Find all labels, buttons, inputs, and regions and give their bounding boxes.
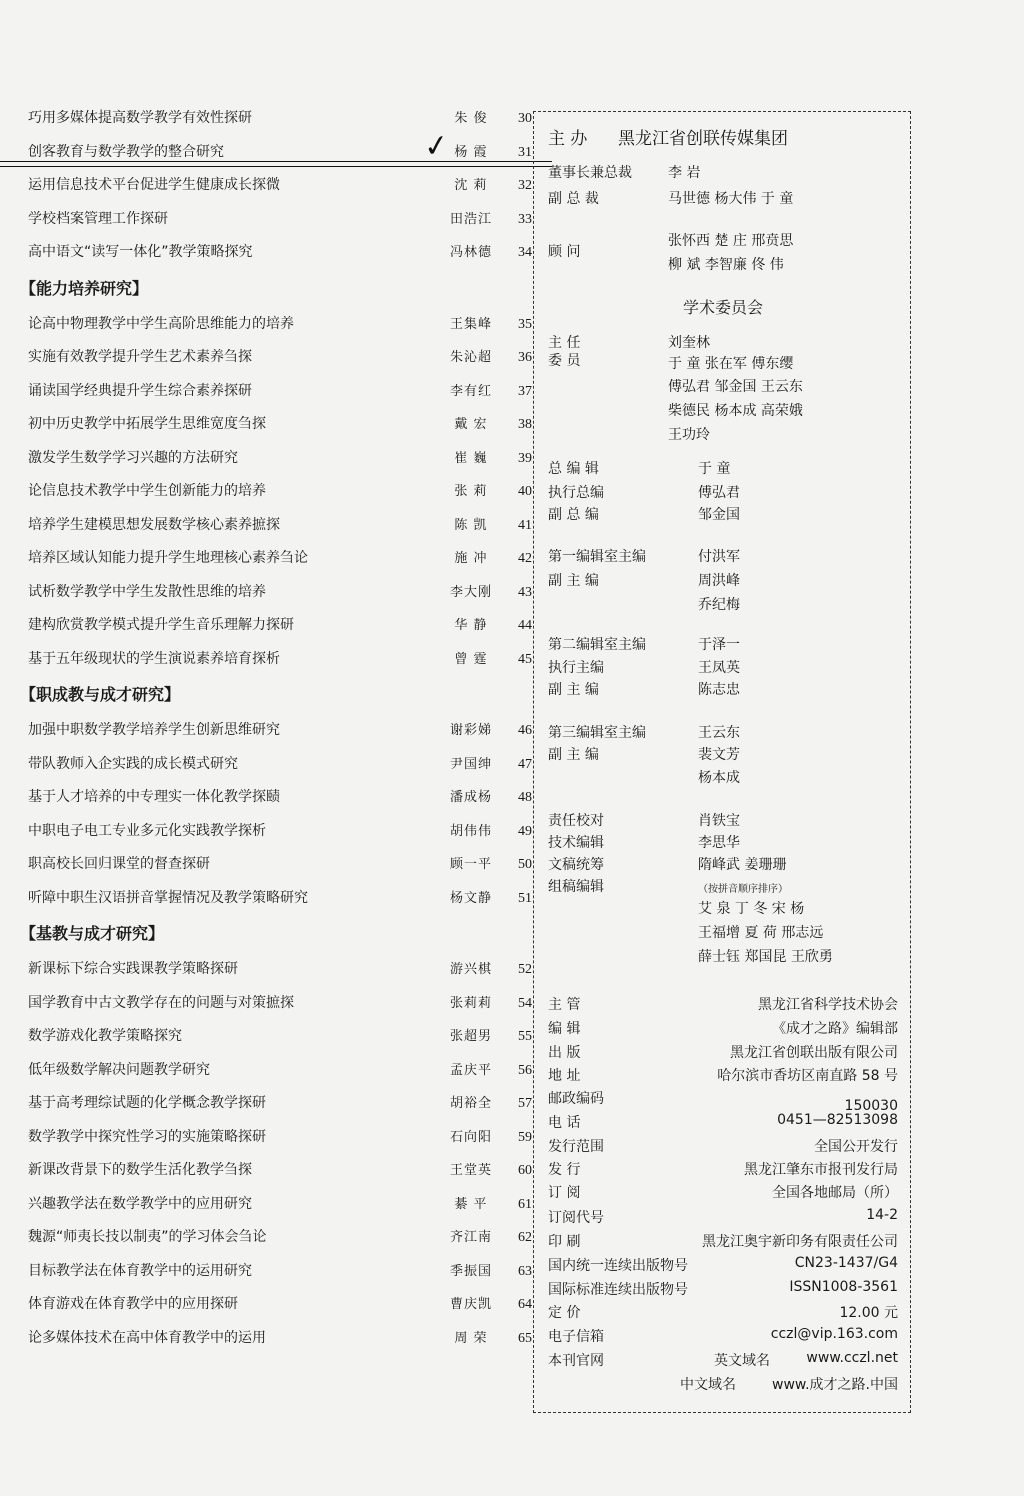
handwritten-check-mark: ✓ [421,127,452,166]
toc-entry-page: 30 [518,111,532,126]
proof-value: 肖铁宝 [698,813,740,829]
toc-entry [18,542,530,576]
toc-entry-title: 数学教学中探究性学习的实施策略探研 [28,1128,266,1145]
toc-entry-page: 36 [518,350,532,365]
toc-entry-page: 65 [518,1330,532,1346]
toc-entry-page: 42 [518,551,532,566]
toc-entry [18,1188,530,1222]
toc-entry-author: 尹国绅 [449,756,492,772]
solicit-line-3: 薛士钰 郑国昆 王欣勇 [698,949,833,965]
toc-entry-title: 加强中职数学教学培养学生创新思维研究 [28,722,280,738]
competent-label: 主 管 [548,997,581,1013]
cn-value: CN23-1437/G4 [794,1255,898,1271]
toc-entry-title: 培养区域认知能力提升学生地理核心素养刍论 [28,550,308,566]
toc-entry [18,1154,530,1188]
toc-entry-title: 基于五年级现状的学生演说素养培育探析 [28,650,280,667]
issn-value: ISSN1008-3561 [789,1279,898,1295]
section-heading-ability: 【能力培养研究】 [20,278,149,298]
toc-entry-author: 胡裕全 [449,1096,492,1111]
toc-entry-page: 37 [518,383,532,399]
room3-label: 第三编辑室主编 [548,725,646,741]
room3-deputy-2: 杨本成 [698,770,740,786]
toc-entry-page: 43 [518,584,532,600]
toc-entry-page: 55 [518,1029,532,1044]
toc-entry-page: 57 [518,1096,532,1111]
toc-group-3 [18,714,530,915]
room2-deputy-value: 陈志忠 [698,682,740,698]
toc-entry-author: 胡伟伟 [449,823,492,839]
toc-entry-author: 綦 平 [454,1196,488,1212]
toc-entry-author: 游兴棋 [449,962,492,977]
sponsor-value: 黑龙江省创联传媒集团 [618,129,788,149]
price-label: 定 价 [548,1305,581,1321]
address-label: 地 址 [548,1068,581,1084]
members-line-2: 傅弘君 邹金国 王云东 [668,379,803,395]
toc-group-4 [18,953,530,1355]
toc-entry [18,475,530,509]
printer-value: 黑龙江奥宇新印务有限责任公司 [702,1234,898,1250]
toc-entry-title: 论多媒体技术在高中体育教学中的运用 [28,1329,266,1346]
table-of-contents [18,102,530,1355]
toc-entry-page: 64 [518,1297,532,1312]
handwritten-underline [0,161,552,162]
chief-editor-value: 于 童 [698,461,731,477]
toc-entry-author: 李大刚 [449,584,492,600]
toc-entry-author: 朱沁超 [449,350,492,365]
toc-entry-title: 中职电子电工专业多元化实践教学探析 [28,822,266,839]
toc-entry-title: 国学教育中古文教学存在的问题与对策摭探 [28,994,294,1011]
coord-value: 隋峰武 姜珊珊 [698,857,787,873]
toc-entry-title: 高中语文“读写一体化”教学策略探究 [28,244,253,260]
toc-entry [18,408,530,442]
toc-entry-page: 56 [518,1062,532,1078]
toc-entry [18,781,530,815]
toc-entry-page: 34 [518,245,532,260]
toc-entry [18,236,530,270]
vp-value: 马世德 杨大伟 于 童 [668,191,794,207]
toc-entry-page: 48 [518,790,532,805]
toc-entry-title: 基于人才培养的中专理实一体化教学探赜 [28,789,280,805]
toc-entry-author: 张超男 [449,1029,492,1044]
advisor-label: 顾 问 [548,244,581,260]
chief-editor-label: 总 编 辑 [548,461,599,477]
toc-entry-author: 李有红 [449,383,492,399]
toc-entry-title: 初中历史教学中拓展学生思维宽度刍探 [28,416,266,432]
toc-entry [18,375,530,409]
toc-entry-title: 新课改背景下的数学生活化教学刍探 [28,1162,252,1178]
toc-entry [18,1322,530,1356]
toc-entry-title: 低年级数学解决问题教学研究 [28,1061,210,1078]
toc-entry [18,442,530,476]
deputy-chief-value: 邹金国 [698,507,740,523]
tech-value: 李思华 [698,835,740,851]
handwritten-underline-2 [0,166,552,167]
toc-entry-title: 建构欣赏教学模式提升学生音乐理解力探研 [28,617,294,633]
toc-entry-author: 周 荣 [454,1330,488,1346]
toc-entry-page: 49 [518,823,532,839]
toc-entry [18,1054,530,1088]
toc-entry-page: 52 [518,962,532,977]
chairman-label: 董事长兼总裁 [548,165,632,181]
room3-deputy-1: 裴文芳 [698,747,740,763]
toc-entry-author: 沈 莉 [454,178,488,193]
toc-entry-page: 54 [518,995,532,1011]
toc-entry-title: 激发学生数学学习兴趣的方法研究 [28,449,238,466]
members-label: 委 员 [548,353,581,369]
proof-label: 责任校对 [548,813,604,829]
room2-exec-label: 执行主编 [548,660,604,676]
exec-chief-label: 执行总编 [548,485,604,501]
toc-entry-author: 杨文静 [449,890,492,906]
toc-group-1 [18,102,530,270]
advisors-line-1: 张怀西 楚 庄 邢贲思 [668,233,794,249]
toc-entry-title: 兴趣教学法在数学教学中的应用研究 [28,1195,252,1212]
toc-entry-author: 石向阳 [449,1129,492,1145]
toc-entry-author: 田浩江 [449,211,492,227]
issn-label: 国际标准连续出版物号 [548,1282,688,1298]
toc-entry-title: 职高校长回归课堂的督查探研 [28,856,210,872]
toc-entry-title: 诵读国学经典提升学生综合素养探研 [28,382,252,399]
toc-entry-author: 潘成杨 [449,790,492,805]
cn-label: 国内统一连续出版物号 [548,1258,688,1274]
vp-label: 副 总 裁 [548,191,599,207]
toc-entry [18,1087,530,1121]
toc-entry [18,882,530,916]
toc-entry-page: 44 [518,618,532,633]
toc-entry-author: 华 静 [454,618,488,633]
en-domain-label: 英文域名 [714,1353,770,1369]
toc-entry [18,1020,530,1054]
chairman-value: 李 岩 [668,165,701,181]
toc-entry-page: 38 [518,417,532,432]
toc-group-2 [18,308,530,677]
section-heading-vocational: 【职成教与成才研究】 [20,685,181,704]
address-value: 哈尔滨市香坊区南直路 58 号 [717,1068,898,1084]
members-line-1: 于 童 张在军 傅东缨 [668,356,794,372]
toc-entry-title: 听障中职生汉语拼音掌握情况及教学策略研究 [28,889,308,906]
room1-deputy-2: 乔纪梅 [698,597,740,613]
toc-entry-author: 孟庆平 [449,1062,492,1078]
publisher-value: 黑龙江省创联出版有限公司 [730,1045,898,1061]
toc-entry-author: 曾 霆 [454,651,488,667]
members-line-4: 王功玲 [668,427,710,443]
toc-entry-title: 巧用多媒体提高数学教学有效性探研 [28,110,252,126]
toc-entry-page: 45 [518,651,532,667]
toc-entry [18,987,530,1021]
room1-deputy-1: 周洪峰 [698,573,740,589]
toc-entry-title: 论高中物理教学中学生高阶思维能力的培养 [28,315,294,332]
toc-entry-author: 冯林德 [449,245,492,260]
toc-entry-page: 60 [518,1163,532,1178]
toc-entry [18,1121,530,1155]
toc-entry-title: 带队教师入企实践的成长模式研究 [28,755,238,772]
toc-entry [18,714,530,748]
tech-label: 技术编辑 [548,835,604,851]
room2-exec-value: 王凤英 [698,660,740,676]
toc-entry-title: 运用信息技术平台促进学生健康成长探微 [28,177,280,193]
toc-entry [18,1255,530,1289]
toc-entry-author: 谢彩娣 [449,723,492,738]
toc-entry-page: 40 [518,484,532,499]
coord-label: 文稿统筹 [548,857,604,873]
toc-entry-title: 试析数学教学中学生发散性思维的培养 [28,583,266,600]
postcode-value: 150030 [844,1098,898,1114]
toc-entry [18,609,530,643]
toc-entry-page: 51 [518,890,532,906]
toc-entry-author: 施 冲 [454,551,488,566]
toc-entry-author: 崔 巍 [454,450,488,466]
distribution-label: 发行范围 [548,1139,604,1155]
toc-entry-title: 魏源“师夷长技以制夷”的学习体会刍论 [28,1229,267,1245]
toc-entry [18,102,530,136]
section-heading-basic-education: 【基教与成才研究】 [20,924,165,943]
room1-deputy-label: 副 主 编 [548,573,599,589]
room2-deputy-label: 副 主 编 [548,682,599,698]
toc-entry-author: 王堂英 [449,1163,492,1178]
toc-entry [18,643,530,677]
toc-entry-title: 实施有效教学提升学生艺术素养刍探 [28,349,252,365]
toc-entry [18,576,530,610]
cn-domain-value: www.成才之路.中国 [772,1377,898,1393]
toc-entry [18,1288,530,1322]
toc-entry-page: 41 [518,517,532,533]
masthead-box [533,111,911,1413]
editor-label: 编 辑 [548,1021,581,1037]
subscribe-label: 订 阅 [548,1185,581,1201]
toc-entry-page: 63 [518,1263,532,1279]
toc-entry-page: 35 [518,316,532,332]
issuer-value: 黑龙江肇东市报刊发行局 [744,1162,898,1178]
room1-value: 付洪军 [698,549,740,565]
toc-entry-author: 张莉莉 [449,995,492,1011]
distribution-value: 全国公开发行 [814,1139,898,1155]
toc-entry-page: 59 [518,1129,532,1145]
price-value: 12.00 元 [839,1305,898,1321]
toc-entry-page: 32 [518,178,532,193]
toc-entry [18,136,530,170]
printer-label: 印 刷 [548,1234,581,1250]
phone-label: 电 话 [548,1115,581,1131]
phone-value: 0451—82513098 [777,1112,898,1128]
toc-entry [18,848,530,882]
toc-entry-title: 学校档案管理工作探研 [28,210,168,227]
toc-entry-title: 创客教育与数学教学的整合研究 [28,143,224,160]
toc-entry [18,953,530,987]
room3-value: 王云东 [698,725,740,741]
editor-value: 《成才之路》编辑部 [772,1021,898,1037]
toc-entry [18,509,530,543]
toc-entry-title: 培养学生建模思想发展数学核心素养摭探 [28,516,280,533]
toc-entry-title: 基于高考理综试题的化学概念教学探研 [28,1095,266,1111]
exec-chief-value: 傅弘君 [698,485,740,501]
sub-code-label: 订阅代号 [548,1210,604,1226]
toc-entry-author: 朱 俊 [454,111,488,126]
toc-entry-author: 王集峰 [449,316,492,332]
publisher-label: 出 版 [548,1045,581,1061]
director-value: 刘奎林 [668,335,710,351]
toc-entry [18,1221,530,1255]
toc-entry [18,341,530,375]
cn-domain-label: 中文域名 [680,1377,736,1393]
subscribe-value: 全国各地邮局（所） [772,1185,898,1201]
toc-entry-author: 齐江南 [449,1230,492,1245]
email-value: cczl@vip.163.com [770,1326,898,1342]
solicit-label: 组稿编辑 [548,879,604,895]
toc-entry-page: 33 [518,211,532,227]
toc-entry-author: 张 莉 [454,484,488,499]
solicit-line-2: 王福增 夏 荷 邢志远 [698,925,824,941]
sponsor-label: 主 办 [548,129,588,149]
members-line-3: 柴德民 杨本成 高荣娥 [668,403,803,419]
toc-entry [18,308,530,342]
toc-entry-author: 陈 凯 [454,517,488,533]
toc-entry-page: 61 [518,1196,532,1212]
toc-entry-title: 体育游戏在体育教学中的应用探研 [28,1296,238,1312]
sub-code-value: 14-2 [866,1207,898,1223]
solicit-note: （按拼音顺序排序） [698,884,788,895]
toc-entry-page: 47 [518,756,532,772]
issuer-label: 发 行 [548,1162,581,1178]
room2-label: 第二编辑室主编 [548,637,646,653]
toc-entry [18,169,530,203]
toc-entry [18,815,530,849]
toc-entry-author: 曹庆凯 [449,1297,492,1312]
toc-entry-page: 50 [518,857,532,872]
toc-entry-title: 论信息技术教学中学生创新能力的培养 [28,483,266,499]
en-domain-value: www.cczl.net [806,1350,898,1366]
room3-deputy-label: 副 主 编 [548,747,599,763]
toc-entry-page: 46 [518,723,532,738]
toc-entry-title: 新课标下综合实践课教学策略探研 [28,961,238,977]
toc-entry-title: 数学游戏化教学策略探究 [28,1028,182,1044]
director-label: 主 任 [548,335,581,351]
website-label: 本刊官网 [548,1353,604,1369]
toc-entry-title: 目标教学法在体育教学中的运用研究 [28,1262,252,1279]
deputy-chief-label: 副 总 编 [548,507,599,523]
competent-value: 黑龙江省科学技术协会 [758,997,898,1013]
toc-entry-page: 31 [518,144,532,160]
toc-entry-author: 顾一平 [449,857,492,872]
toc-entry-page: 62 [518,1230,532,1245]
toc-entry-author: 季振国 [449,1263,492,1279]
committee-title: 学术委员会 [682,298,763,317]
advisors-line-2: 柳 斌 李智廉 佟 伟 [668,257,784,273]
toc-entry-page: 39 [518,450,532,466]
toc-entry-author: 杨 霞 [454,144,488,160]
room1-label: 第一编辑室主编 [548,549,646,565]
postcode-label: 邮政编码 [548,1091,604,1107]
email-label: 电子信箱 [548,1329,604,1345]
toc-entry [18,203,530,237]
solicit-line-1: 艾 泉 丁 冬 宋 杨 [698,901,805,917]
toc-entry-author: 戴 宏 [454,417,488,432]
toc-entry [18,748,530,782]
room2-value: 于泽一 [698,637,740,653]
